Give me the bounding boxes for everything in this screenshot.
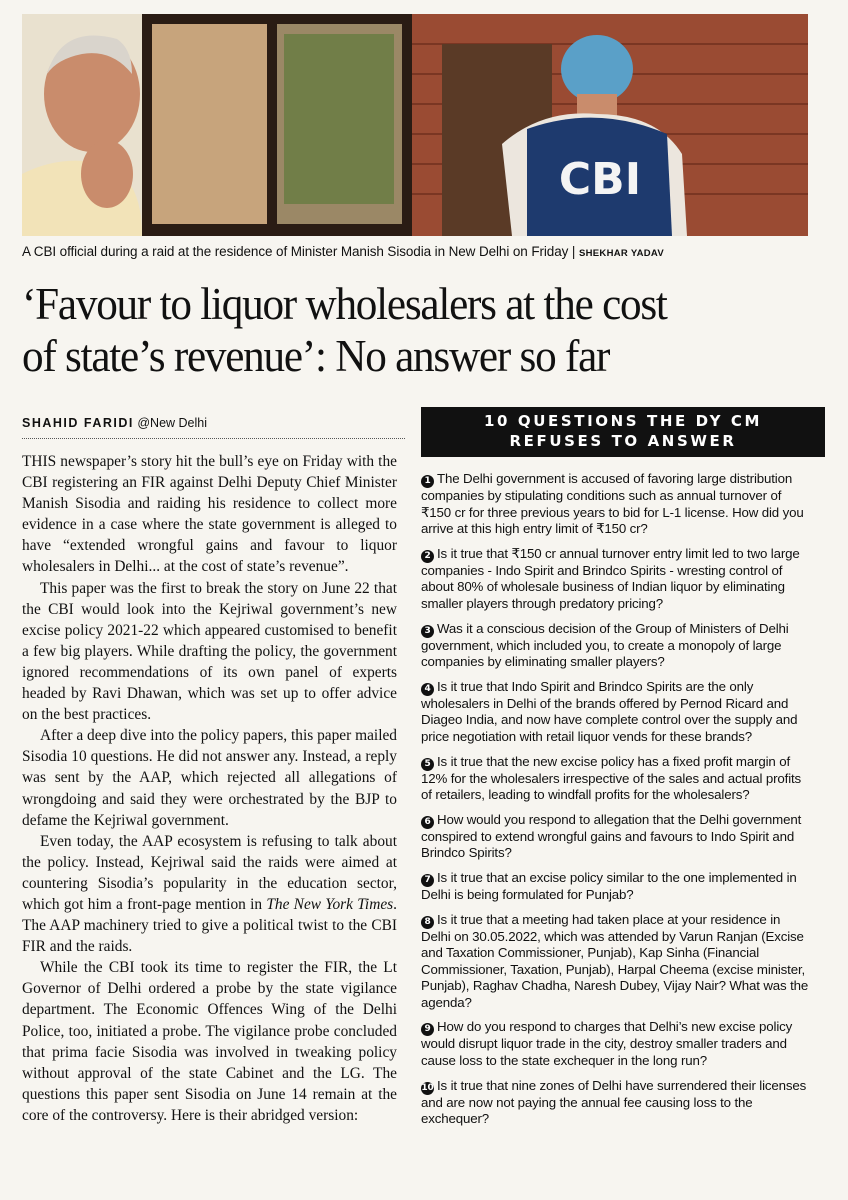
question-text: Is it true that a meeting had taken place at your residence in Delhi on 30.05.2022, which was attended by Varun Ranjan (Excise and Taxation Commissioner, Punjab), Kap Sinha (Financial Commissioner, Taxation, Punjab), Harpal Cheema (excise minister, Punjab), Raghav Chadha, Naresh Dubey, Vijay Nair? What was the agenda? [421,911,809,1010]
story-paragraph: THIS newspaper’s story hit the bull’s eye on Friday with the CBI registering an FIR against Delhi Deputy Chief Minister Manish Sisodia and raiding his residence to collect more evidence in a case where the state government is alleged to have “extended wrongful gains and favour to liquor wholesalers in Delhi... at the cost of state’s revenue”. [22,453,397,576]
questions-box-header [421,407,825,457]
question-item [421,754,813,804]
headline-line-1: ‘Favour to liquor wholesalers at the cost [22,279,667,329]
story-paragraph: While the CBI took its time to register the FIR, the Lt Governor of Delhi ordered a probe by the state vigilance department. The Economic Offences Wing of the Delhi Police, too, initiated a probe. The vigilance probe concluded that prima facie Sisodia was involved in tweaking policy without approval of the state Cabinet and the LG. The questions this paper sent Sisodia on June 14 remain at the core of the controversy. Here is their abridged version: [22,959,397,1124]
question-text: Is it true that Indo Spirit and Brindco Spirits are the only wholesalers in Delhi of the brands offered by Pernod Ricard and Diageo India, and now have complete control over the supply and price negotiation with retail liquor vends for these brands? [421,678,798,744]
question-number-badge: 7 [421,874,434,887]
question-text: Is it true that ₹150 cr annual turnover entry limit led to two large companies - Indo Spirit and Brindco Spirits - wresting control of about 80% of wholesale business of Indian liquor by eliminating smaller players through predatory pricing? [421,545,800,611]
question-item [421,471,813,538]
headline [22,278,790,382]
news-photo [22,14,808,236]
photo-caption [22,244,812,259]
question-number-badge: 4 [421,683,434,696]
byline-divider [22,438,405,439]
question-item [421,870,813,904]
question-text: How do you respond to charges that Delhi’s new excise policy would disrupt liquor trade in the city, destroy smaller traders and cause loss to the state exchequer in the long run? [421,1019,793,1069]
question-item [421,546,813,613]
story-body [22,451,397,1126]
question-text: Is it true that nine zones of Delhi have surrendered their licenses and are now not paying the annual fee causing loss to the exchequer? [421,1077,807,1127]
byline-author: SHAHID FARIDI [22,416,134,430]
questions-box-line-2: REFUSES TO ANSWER [509,432,737,450]
question-number-badge: 8 [421,916,434,929]
story-paragraph: This paper was the first to break the story on June 22 that the CBI would look into the Kejriwal government’s new excise policy 2021-22 which appeared customised to benefit a few big players. While drafting the policy, the government ignored recommendations of its own panel of experts headed by Ravi Dhawan, which was set up to offer advice on the best practices. [22,579,397,724]
question-item [421,912,813,1012]
question-number-badge: 5 [421,758,434,771]
story-paragraph [22,831,397,958]
question-number-badge: 6 [421,816,434,829]
headline-line-2: of state’s revenue’: No answer so far [22,331,610,381]
question-number-badge: 3 [421,625,434,638]
byline [22,416,207,430]
question-text: Is it true that the new excise policy has a fixed profit margin of 12% for the wholesalers irrespective of the sales and actual profits of retailers, leading to windfall profits for the wholesalers? [421,753,802,803]
story-paragraph-text: Even today, the AAP ecosystem is refusing to talk about the policy. Instead, Kejriwal said the raids were aimed at countering Sisodia’s popularity in the education sector, which got him a front-page mention in [22,832,397,913]
question-item [421,1019,813,1069]
questions-box-line-1: 10 QUESTIONS THE DY CM [483,412,763,430]
question-item [421,1078,813,1128]
caption-text: A CBI official during a raid at the residence of Minister Manish Sisodia in New Delhi on Friday | [22,244,579,259]
vest-text: CBI [558,154,642,205]
photo-illustration [22,14,808,236]
question-number-badge: 1 [421,475,434,488]
photo-credit: SHEKHAR YADAV [578,248,665,259]
question-text: How would you respond to allegation that the Delhi government conspired to extend wrongful gains and favours to Indo Spirit and Brindco Spirits? [421,811,802,861]
story-paragraph: After a deep dive into the policy papers, this paper mailed Sisodia 10 questions. He did not answer any. Instead, a reply was sent by the AAP, which rejected all allegations of wrongdoing and said they were orchestrated by the BJP to defame the Kejriwal government. [22,727,397,829]
question-item [421,621,813,671]
question-number-badge: 2 [421,550,434,563]
question-text: Is it true that an excise policy similar to the one implemented in Delhi is being formulated for Punjab? [421,869,797,902]
story-italic-title: The New York Times [266,895,394,913]
question-number-badge: 9 [421,1023,434,1036]
story-paragraph-tail: . The AAP machinery tried to give a political twist to the CBI FIR and the raids. [22,895,397,956]
question-item [421,812,813,862]
questions-list [421,471,813,1136]
question-item [421,679,813,746]
question-text: Was it a conscious decision of the Group of Ministers of Delhi government, which included you, to create a monopoly of large companies by eliminating smaller players? [421,620,789,670]
question-number-badge: 10 [421,1082,434,1093]
byline-location: @New Delhi [137,416,208,430]
question-text: The Delhi government is accused of favoring large distribution companies by stipulating conditions such as annual turnover of ₹150 cr for three previous years to bid for L-1 license. How did you arrive at this high entry limit of ₹150 cr? [421,471,804,537]
